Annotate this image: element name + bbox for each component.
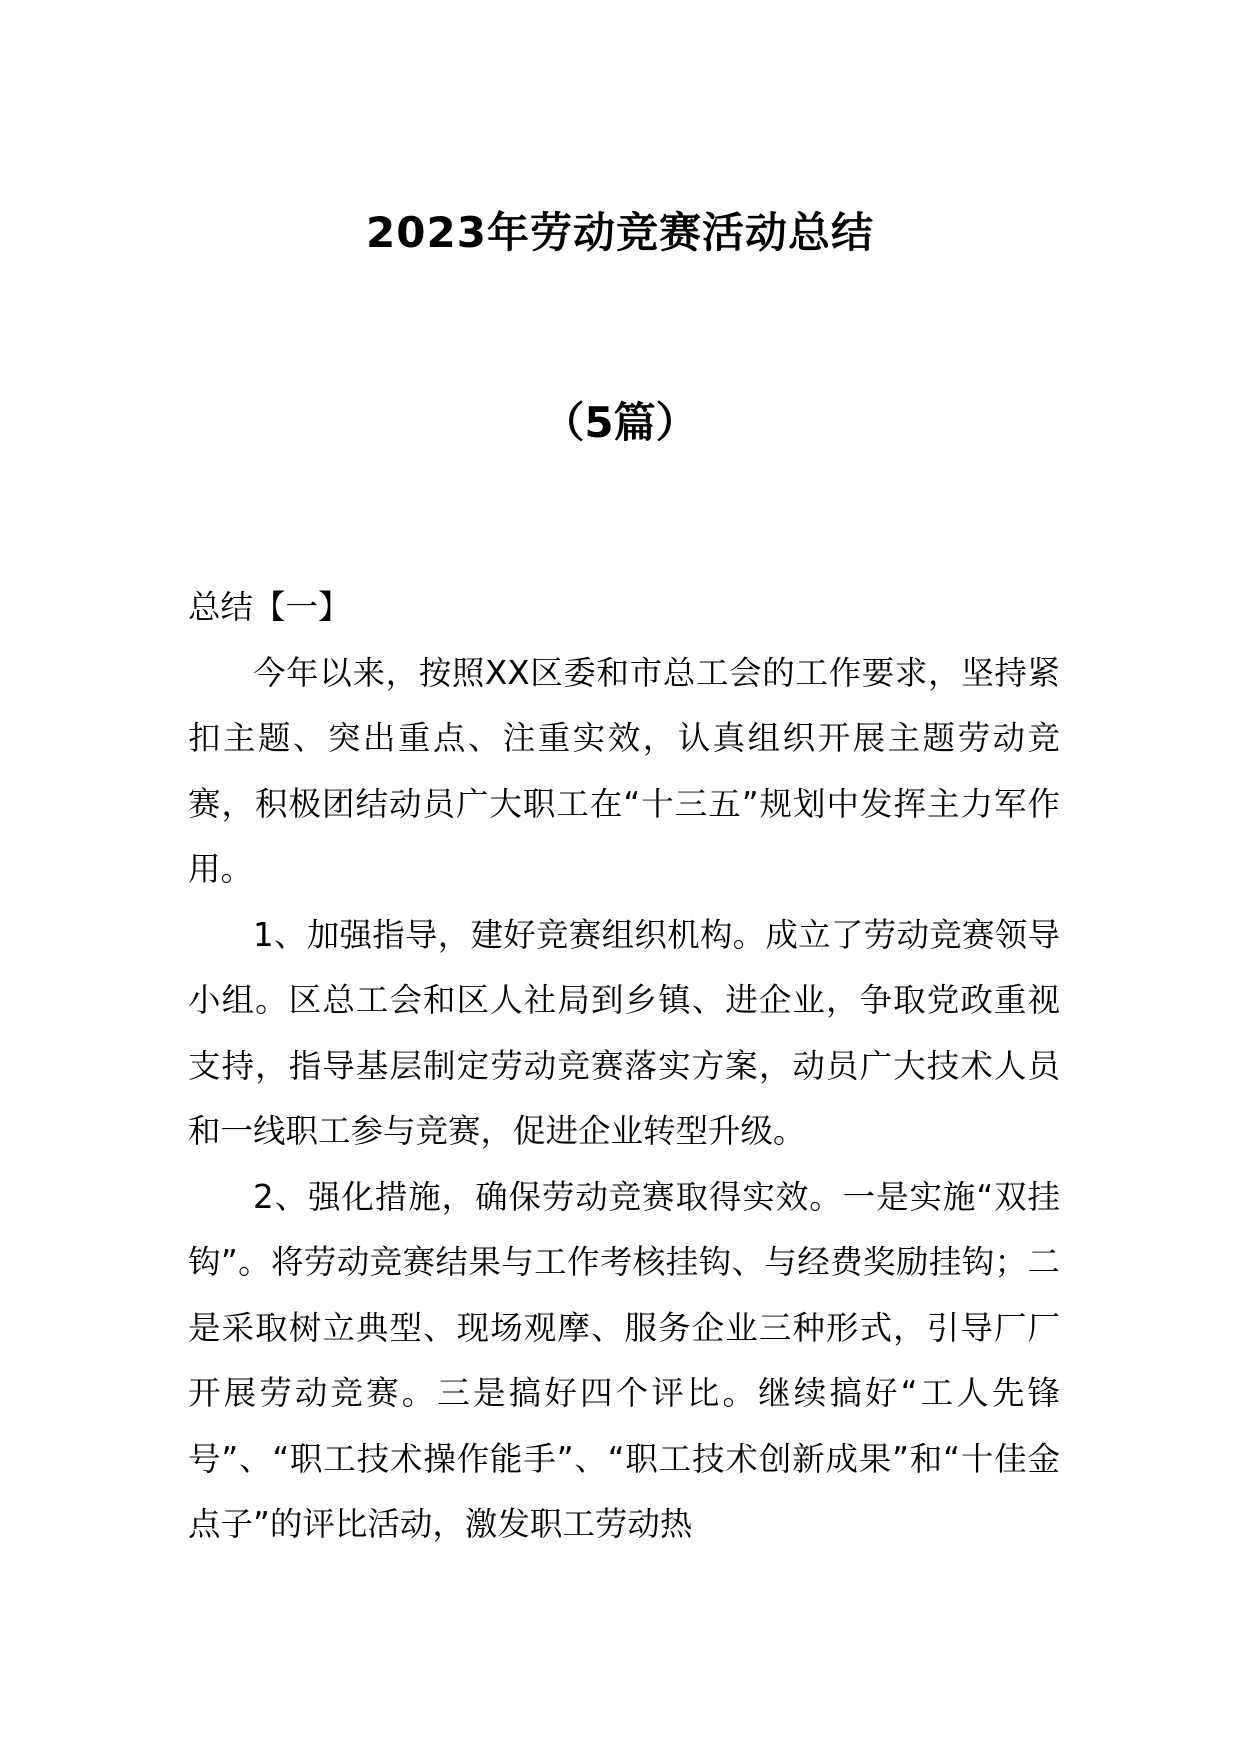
paragraph-item-2: 2、强化措施，确保劳动竞赛取得实效。一是实施“双挂钩”。将劳动竞赛结果与工作考核挂钩、与经费奖励挂钩；二是采取树立典型、现场观摩、服务企业三种形式，引导厂厂开展劳动竞赛。三是搞好四个评比。继续搞好“工人先锋号”、“职工技术操作能手”、“职工技术创新成果”和“十佳金点子”的评比活动，激发职工劳动热 [188, 1177, 1060, 1543]
document-subtitle: （5篇） [542, 398, 698, 447]
section-heading: 总结【一】 [188, 588, 351, 626]
document-title: 2023年劳动竞赛活动总结 [366, 208, 874, 257]
paragraph-item-1: 1、加强指导，建好竞赛组织机构。成立了劳动竞赛领导小组。区总工会和区人社局到乡镇、进企业，争取党政重视支持，指导基层制定劳动竞赛落实方案，动员广大技术人员和一线职工参与竞赛，促进企业转型升级。 [188, 915, 1060, 1150]
document-body [188, 575, 1060, 1558]
paragraph-intro: 今年以来，按照XX区委和市总工会的工作要求，坚持紧扣主题、突出重点、注重实效，认真组织开展主题劳动竞赛，积极团结动员广大职工在“十三五”规划中发挥主力军作用。 [188, 653, 1060, 888]
